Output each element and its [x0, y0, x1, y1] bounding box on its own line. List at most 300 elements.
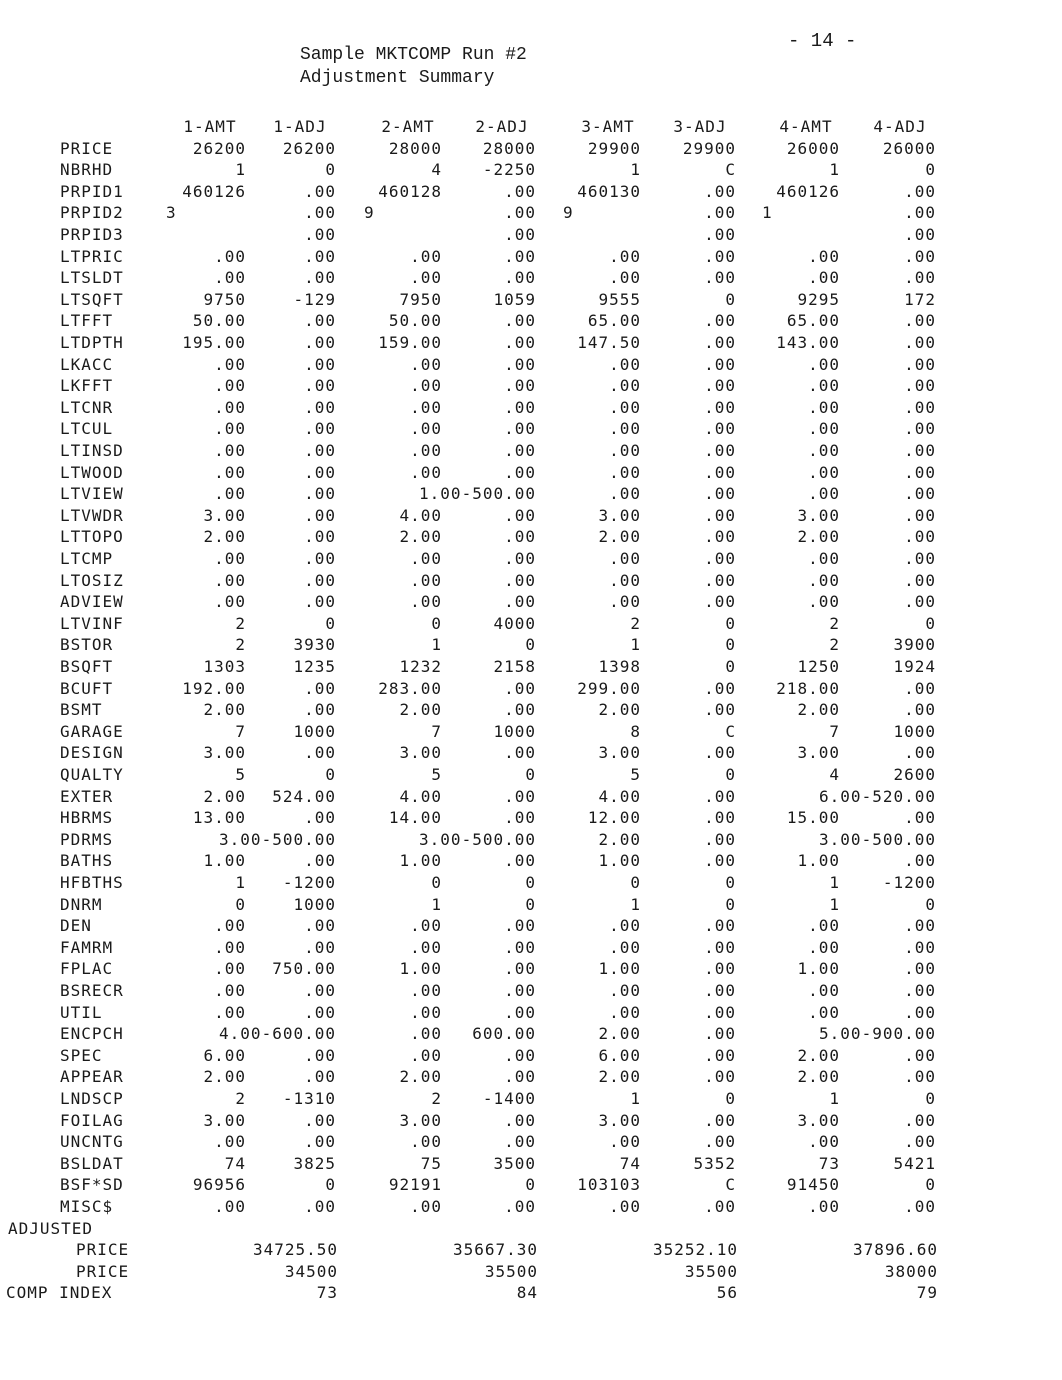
table-cell: .00	[904, 181, 936, 201]
table-cell: .00	[904, 981, 936, 1000]
table-cell: .00	[214, 376, 246, 396]
table-cell: 2.00	[203, 700, 246, 720]
table-cell: .00	[808, 246, 840, 266]
table-cell: .00	[704, 678, 736, 698]
table-cell: .00	[904, 441, 936, 460]
table-cell: .00	[504, 505, 536, 525]
table-cell: 3.00	[598, 743, 641, 763]
table-cell: .00	[304, 851, 336, 871]
summary-cell: 35500	[684, 1261, 738, 1281]
table-cell: .00	[808, 354, 840, 374]
summary-cell: 56	[716, 1283, 738, 1303]
table-cell: 460130	[577, 181, 641, 201]
table-row	[0, 375, 1062, 397]
table-cell: 283.00	[378, 678, 442, 698]
table-cell: .00	[304, 419, 336, 439]
table-cell: .00	[214, 937, 246, 957]
table-cell: .00	[504, 376, 536, 396]
table-cell: .00	[609, 1197, 641, 1216]
table-cell: 26000	[882, 138, 936, 158]
table-cell: 2	[235, 635, 246, 655]
table-cell: .00	[214, 981, 246, 1000]
table-row	[0, 742, 1062, 764]
row-label: LTDPTH	[60, 333, 124, 352]
table-row	[0, 418, 1062, 440]
column-header: 2-AMT	[381, 117, 435, 136]
row-label: LTVINF	[60, 613, 124, 633]
table-cell: 1	[829, 873, 840, 892]
table-cell: .00	[504, 268, 536, 288]
table-cell: .00	[609, 1132, 641, 1152]
table-cell: .00	[410, 246, 442, 266]
table-cell: .00	[214, 1197, 246, 1216]
table-row	[0, 872, 1062, 894]
table-cell: .00	[704, 397, 736, 417]
table-cell: 0	[925, 160, 936, 180]
table-cell: .00	[410, 1197, 442, 1216]
table-cell: 299.00	[577, 678, 641, 698]
table-cell: .00	[704, 311, 736, 331]
table-cell: 0	[925, 613, 936, 633]
table-cell: .00	[304, 1110, 336, 1130]
table-row	[0, 1045, 1062, 1067]
table-cell: .00	[609, 981, 641, 1000]
table-cell: C	[725, 1175, 736, 1195]
document-subtitle: Adjustment Summary	[300, 68, 495, 88]
table-cell: .00	[704, 1197, 736, 1216]
table-row	[0, 1196, 1062, 1218]
table-cell: .00	[904, 959, 936, 979]
row-label: ADVIEW	[60, 592, 124, 612]
table-row	[0, 634, 1062, 656]
table-row	[0, 1153, 1062, 1175]
table-row	[0, 980, 1062, 1002]
table-cell: .00	[304, 678, 336, 698]
table-cell: 50.00	[388, 311, 442, 331]
table-row	[0, 570, 1062, 592]
table-cell: .00	[704, 829, 736, 849]
table-cell: .00	[704, 1024, 736, 1044]
row-label: PRICE	[60, 138, 114, 158]
table-row	[0, 1066, 1062, 1088]
column-header: 4-ADJ	[873, 117, 927, 136]
table-cell: .00	[410, 268, 442, 288]
table-cell: .00	[704, 268, 736, 288]
summary-cell: 35252.10	[652, 1240, 738, 1260]
table-cell: .00	[504, 851, 536, 871]
table-cell: .00	[704, 1045, 736, 1065]
table-cell: .00	[704, 419, 736, 439]
table-cell: 2.00	[203, 1067, 246, 1087]
table-cell: 1	[829, 160, 840, 180]
table-cell: .00	[704, 225, 736, 244]
column-header: 1-AMT	[183, 117, 237, 136]
table-cell: .00	[304, 1002, 336, 1022]
document-title: Sample MKTCOMP Run #2	[300, 45, 527, 65]
table-cell: .00	[704, 549, 736, 568]
row-label: DESIGN	[60, 743, 124, 763]
table-row	[0, 181, 1062, 203]
table-row	[0, 1023, 1062, 1045]
table-cell: 460126	[182, 181, 246, 201]
table-cell: .00	[304, 1132, 336, 1152]
table-cell: 12.00	[587, 808, 641, 828]
table-cell: 1398	[598, 657, 641, 676]
table-cell: 3	[166, 203, 177, 223]
table-cell: .00	[504, 181, 536, 201]
table-cell: 1	[431, 894, 442, 914]
document-title-block	[300, 44, 527, 90]
table-cell: 0	[725, 1089, 736, 1108]
table-cell: .00	[304, 484, 336, 504]
table-cell: 1	[630, 160, 641, 180]
table-cell: .00	[410, 1132, 442, 1152]
table-cell: 26200	[282, 138, 336, 158]
summary-cell: 35667.30	[452, 1240, 538, 1260]
table-cell: 0	[725, 613, 736, 633]
table-cell: .00	[304, 268, 336, 288]
table-cell: 1000	[293, 721, 336, 741]
row-label: LKFFT	[60, 376, 114, 396]
table-cell: 14.00	[388, 808, 442, 828]
row-label: LTINSD	[60, 441, 124, 460]
table-cell: 1.00	[203, 851, 246, 871]
table-cell: .00	[808, 462, 840, 482]
table-cell: .00	[609, 592, 641, 612]
table-cell: .00	[704, 1067, 736, 1087]
table-cell: .00	[904, 527, 936, 547]
table-cell: 1.00	[399, 851, 442, 871]
table-cell: .00	[410, 376, 442, 396]
table-row	[0, 829, 1062, 851]
table-cell: .00	[304, 592, 336, 612]
table-cell: .00	[808, 441, 840, 460]
table-cell: .00	[504, 743, 536, 763]
row-label: NBRHD	[60, 160, 114, 180]
table-cell: 5421	[893, 1153, 936, 1173]
table-cell: .00	[304, 981, 336, 1000]
table-cell: .00	[904, 311, 936, 331]
adjusted-label: ADJUSTED	[8, 1218, 94, 1238]
table-cell: .00	[304, 916, 336, 936]
column-header: 4-AMT	[779, 117, 833, 136]
column-header: 2-ADJ	[475, 117, 529, 136]
table-cell: .00	[904, 354, 936, 374]
table-cell: .00	[304, 311, 336, 331]
table-cell: -1200	[282, 873, 336, 892]
table-cell: .00	[704, 246, 736, 266]
row-label: LTPRIC	[60, 246, 124, 266]
table-row	[0, 786, 1062, 808]
table-cell: .00	[410, 549, 442, 568]
table-cell: 1250	[797, 657, 840, 676]
table-cell: 2.00	[797, 527, 840, 547]
table-cell: 1.00-500.00	[419, 484, 536, 504]
table-cell: 1303	[203, 657, 246, 676]
table-cell: 6.00-520.00	[819, 786, 936, 806]
table-cell: 218.00	[776, 678, 840, 698]
row-label: ENCPCH	[60, 1024, 124, 1044]
table-cell: 2.00	[203, 527, 246, 547]
table-cell: .00	[904, 246, 936, 266]
summary-cell: 34500	[284, 1261, 338, 1281]
table-row	[0, 678, 1062, 700]
table-cell: 1	[235, 160, 246, 180]
table-cell: 50.00	[192, 311, 246, 331]
table-cell: 1	[829, 894, 840, 914]
table-row	[0, 1131, 1062, 1153]
table-cell: 6.00	[203, 1045, 246, 1065]
table-cell: .00	[304, 570, 336, 590]
table-cell: .00	[609, 1002, 641, 1022]
table-cell: 9	[364, 203, 375, 223]
table-cell: 15.00	[786, 808, 840, 828]
row-label: LNDSCP	[60, 1089, 124, 1108]
table-row	[0, 397, 1062, 419]
table-cell: .00	[304, 1067, 336, 1087]
table-cell: 2.00	[598, 700, 641, 720]
table-cell: .00	[808, 1132, 840, 1152]
table-cell: .00	[904, 225, 936, 244]
table-row	[0, 721, 1062, 743]
table-cell: .00	[504, 311, 536, 331]
row-label: QUALTY	[60, 765, 124, 784]
table-cell: 1.00	[598, 851, 641, 871]
table-cell: 8	[630, 721, 641, 741]
table-cell: 3.00	[797, 743, 840, 763]
row-label: UNCNTG	[60, 1132, 124, 1152]
table-cell: .00	[904, 376, 936, 396]
row-label: FOILAG	[60, 1110, 124, 1130]
table-cell: .00	[904, 592, 936, 612]
table-cell: .00	[904, 916, 936, 936]
table-cell: 74	[224, 1153, 246, 1173]
table-cell: 159.00	[378, 333, 442, 352]
table-cell: .00	[704, 354, 736, 374]
table-cell: -1400	[482, 1089, 536, 1108]
table-cell: 1	[630, 894, 641, 914]
table-cell: .00	[504, 786, 536, 806]
table-cell: .00	[704, 851, 736, 871]
table-cell: 2.00	[203, 786, 246, 806]
table-cell: 1.00	[598, 959, 641, 979]
table-cell: .00	[410, 570, 442, 590]
table-cell: .00	[504, 959, 536, 979]
table-cell: 9555	[598, 289, 641, 309]
table-cell: .00	[609, 549, 641, 568]
table-cell: 195.00	[182, 333, 246, 352]
row-label: BSLDAT	[60, 1153, 124, 1173]
table-cell: .00	[609, 268, 641, 288]
table-cell: 29900	[682, 138, 736, 158]
table-cell: .00	[504, 225, 536, 244]
table-cell: .00	[904, 397, 936, 417]
table-cell: 1	[762, 203, 773, 223]
table-cell: 2	[829, 613, 840, 633]
row-label: EXTER	[60, 786, 114, 806]
row-label: LTVIEW	[60, 484, 124, 504]
table-cell: .00	[904, 268, 936, 288]
table-cell: 0	[431, 873, 442, 892]
table-cell: .00	[504, 937, 536, 957]
table-cell: .00	[410, 981, 442, 1000]
table-row	[0, 850, 1062, 872]
table-row	[0, 246, 1062, 268]
table-cell: 1924	[893, 657, 936, 676]
table-cell: .00	[808, 1197, 840, 1216]
table-cell: 26200	[192, 138, 246, 158]
table-cell: 1232	[399, 657, 442, 676]
table-cell: 750.00	[272, 959, 336, 979]
table-cell: 460128	[378, 181, 442, 201]
adjusted-label-row	[0, 1218, 1062, 1240]
table-cell: .00	[214, 549, 246, 568]
table-row	[0, 613, 1062, 635]
table-cell: 7950	[399, 289, 442, 309]
table-cell: 0	[725, 765, 736, 784]
table-cell: 7	[829, 721, 840, 741]
table-cell: .00	[214, 1132, 246, 1152]
summary-cell: 38000	[884, 1261, 938, 1281]
table-cell: .00	[609, 462, 641, 482]
table-row	[0, 354, 1062, 376]
table-cell: .00	[704, 484, 736, 504]
summary-row	[0, 1261, 1062, 1283]
table-cell: .00	[214, 441, 246, 460]
table-cell: 6.00	[598, 1045, 641, 1065]
table-cell: 460126	[776, 181, 840, 201]
table-cell: 0	[325, 765, 336, 784]
row-label: PRPID2	[60, 203, 124, 223]
table-cell: -1310	[282, 1089, 336, 1108]
table-cell: .00	[504, 441, 536, 460]
table-cell: 13.00	[192, 808, 246, 828]
table-row	[0, 462, 1062, 484]
table-cell: 1	[829, 1089, 840, 1108]
table-cell: .00	[214, 570, 246, 590]
table-cell: .00	[704, 981, 736, 1000]
table-cell: 0	[725, 635, 736, 655]
row-label: LTCNR	[60, 397, 114, 417]
table-cell: .00	[214, 484, 246, 504]
table-cell: -129	[293, 289, 336, 309]
table-cell: .00	[214, 592, 246, 612]
summary-label: PRICE	[76, 1240, 130, 1260]
table-cell: 3.00	[797, 505, 840, 525]
column-header: 1-ADJ	[273, 117, 327, 136]
table-cell: 73	[818, 1153, 840, 1173]
table-row	[0, 224, 1062, 246]
row-label: BSF*SD	[60, 1175, 124, 1195]
table-cell: 143.00	[776, 333, 840, 352]
table-cell: .00	[808, 916, 840, 936]
table-cell: 1	[235, 873, 246, 892]
table-row	[0, 656, 1062, 678]
table-cell: .00	[304, 937, 336, 957]
table-cell: -2250	[482, 160, 536, 180]
table-cell: .00	[609, 376, 641, 396]
row-label: LTFFT	[60, 311, 114, 331]
row-label: LTTOPO	[60, 527, 124, 547]
table-cell: .00	[504, 354, 536, 374]
table-cell: .00	[410, 397, 442, 417]
table-cell: 1235	[293, 657, 336, 676]
column-header-row	[0, 116, 1062, 138]
table-cell: 0	[925, 894, 936, 914]
table-cell: .00	[410, 937, 442, 957]
summary-cell: 79	[916, 1283, 938, 1303]
row-label: BSMT	[60, 700, 103, 720]
table-cell: .00	[304, 333, 336, 352]
table-cell: .00	[704, 959, 736, 979]
table-cell: 1000	[493, 721, 536, 741]
table-cell: 0	[431, 613, 442, 633]
table-cell: .00	[904, 851, 936, 871]
table-row	[0, 699, 1062, 721]
table-row	[0, 591, 1062, 613]
table-cell: .00	[808, 484, 840, 504]
table-row	[0, 440, 1062, 462]
table-cell: .00	[304, 1197, 336, 1216]
table-row	[0, 548, 1062, 570]
row-label: BCUFT	[60, 678, 114, 698]
table-cell: 3825	[293, 1153, 336, 1173]
table-cell: .00	[904, 1132, 936, 1152]
table-cell: 2600	[893, 765, 936, 784]
row-label: LTSLDT	[60, 268, 124, 288]
table-cell: 172	[904, 289, 936, 309]
table-cell: .00	[504, 592, 536, 612]
table-cell: .00	[504, 1132, 536, 1152]
table-cell: .00	[904, 1197, 936, 1216]
table-cell: .00	[410, 354, 442, 374]
table-cell: .00	[304, 181, 336, 201]
row-label: LTCUL	[60, 419, 114, 439]
summary-row	[0, 1282, 1062, 1304]
table-cell: 3.00	[203, 743, 246, 763]
row-label: MISC$	[60, 1197, 114, 1216]
table-cell: 28000	[388, 138, 442, 158]
row-label: FPLAC	[60, 959, 114, 979]
table-cell: .00	[904, 333, 936, 352]
table-cell: .00	[904, 203, 936, 223]
table-cell: .00	[304, 397, 336, 417]
table-cell: 1.00	[797, 851, 840, 871]
table-cell: 4000	[493, 613, 536, 633]
table-cell: .00	[504, 678, 536, 698]
table-cell: 2.00	[797, 1067, 840, 1087]
table-cell: 2.00	[399, 527, 442, 547]
table-cell: 3.00-500.00	[819, 829, 936, 849]
table-cell: .00	[609, 441, 641, 460]
table-cell: .00	[808, 549, 840, 568]
row-label: BSRECR	[60, 981, 124, 1000]
table-cell: .00	[410, 916, 442, 936]
table-cell: 2158	[493, 657, 536, 676]
table-cell: .00	[904, 505, 936, 525]
table-cell: .00	[704, 376, 736, 396]
table-cell: 3.00	[399, 1110, 442, 1130]
table-cell: 9750	[203, 289, 246, 309]
table-cell: 5352	[693, 1153, 736, 1173]
table-cell: .00	[609, 570, 641, 590]
table-cell: .00	[904, 700, 936, 720]
table-cell: .00	[304, 527, 336, 547]
table-cell: 2.00	[598, 527, 641, 547]
table-cell: 9	[563, 203, 574, 223]
table-cell: .00	[704, 527, 736, 547]
summary-label: PRICE	[76, 1261, 130, 1281]
